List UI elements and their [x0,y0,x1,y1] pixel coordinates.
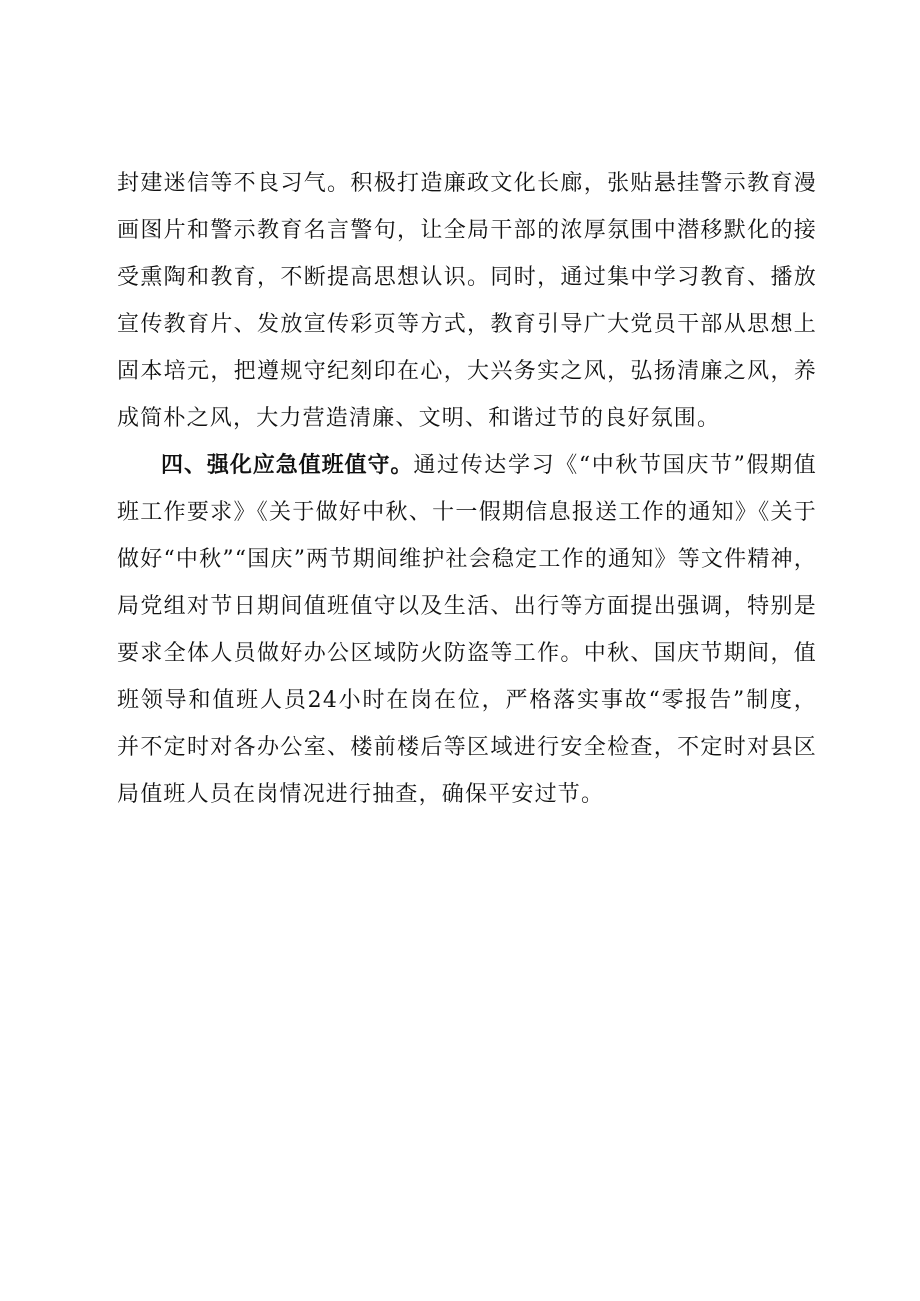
document-body [117,160,817,818]
paragraph-duty-on-call-body: 通过传达学习《“中秋节国庆节”假期值班工作要求》《关于做好中秋、十一假期信息报送工作的通知》《关于做好“中秋”“国庆”两节期间维护社会稳定工作的通知》等文件精神，局党组对节日期间值班值守以及生活、出行等方面提出强调，特别是要求全体人员做好办公区域防火防盗等工作。中秋、国庆节期间，值班领导和值班人员24小时在岗在位，严格落实事故“零报告”制度，并不定时对各办公室、楼前楼后等区域进行安全检查，不定时对县区局值班人员在岗情况进行抽查，确保平安过节。 [117,453,817,807]
paragraph-duty-on-call [117,442,817,818]
paragraph-integrity-culture: 封建迷信等不良习气。积极打造廉政文化长廊，张贴悬挂警示教育漫画图片和警示教育名言警句，让全局干部的浓厚氛围中潜移默化的接受熏陶和教育，不断提高思想认识。同时，通过集中学习教育、播放宣传教育片、发放宣传彩页等方式，教育引导广大党员干部从思想上固本培元，把遵规守纪刻印在心，大兴务实之风，弘扬清廉之风，养成简朴之风，大力营造清廉、文明、和谐过节的良好氛围。 [117,171,817,431]
section-heading-four: 四、强化应急值班值守。 [161,453,414,478]
